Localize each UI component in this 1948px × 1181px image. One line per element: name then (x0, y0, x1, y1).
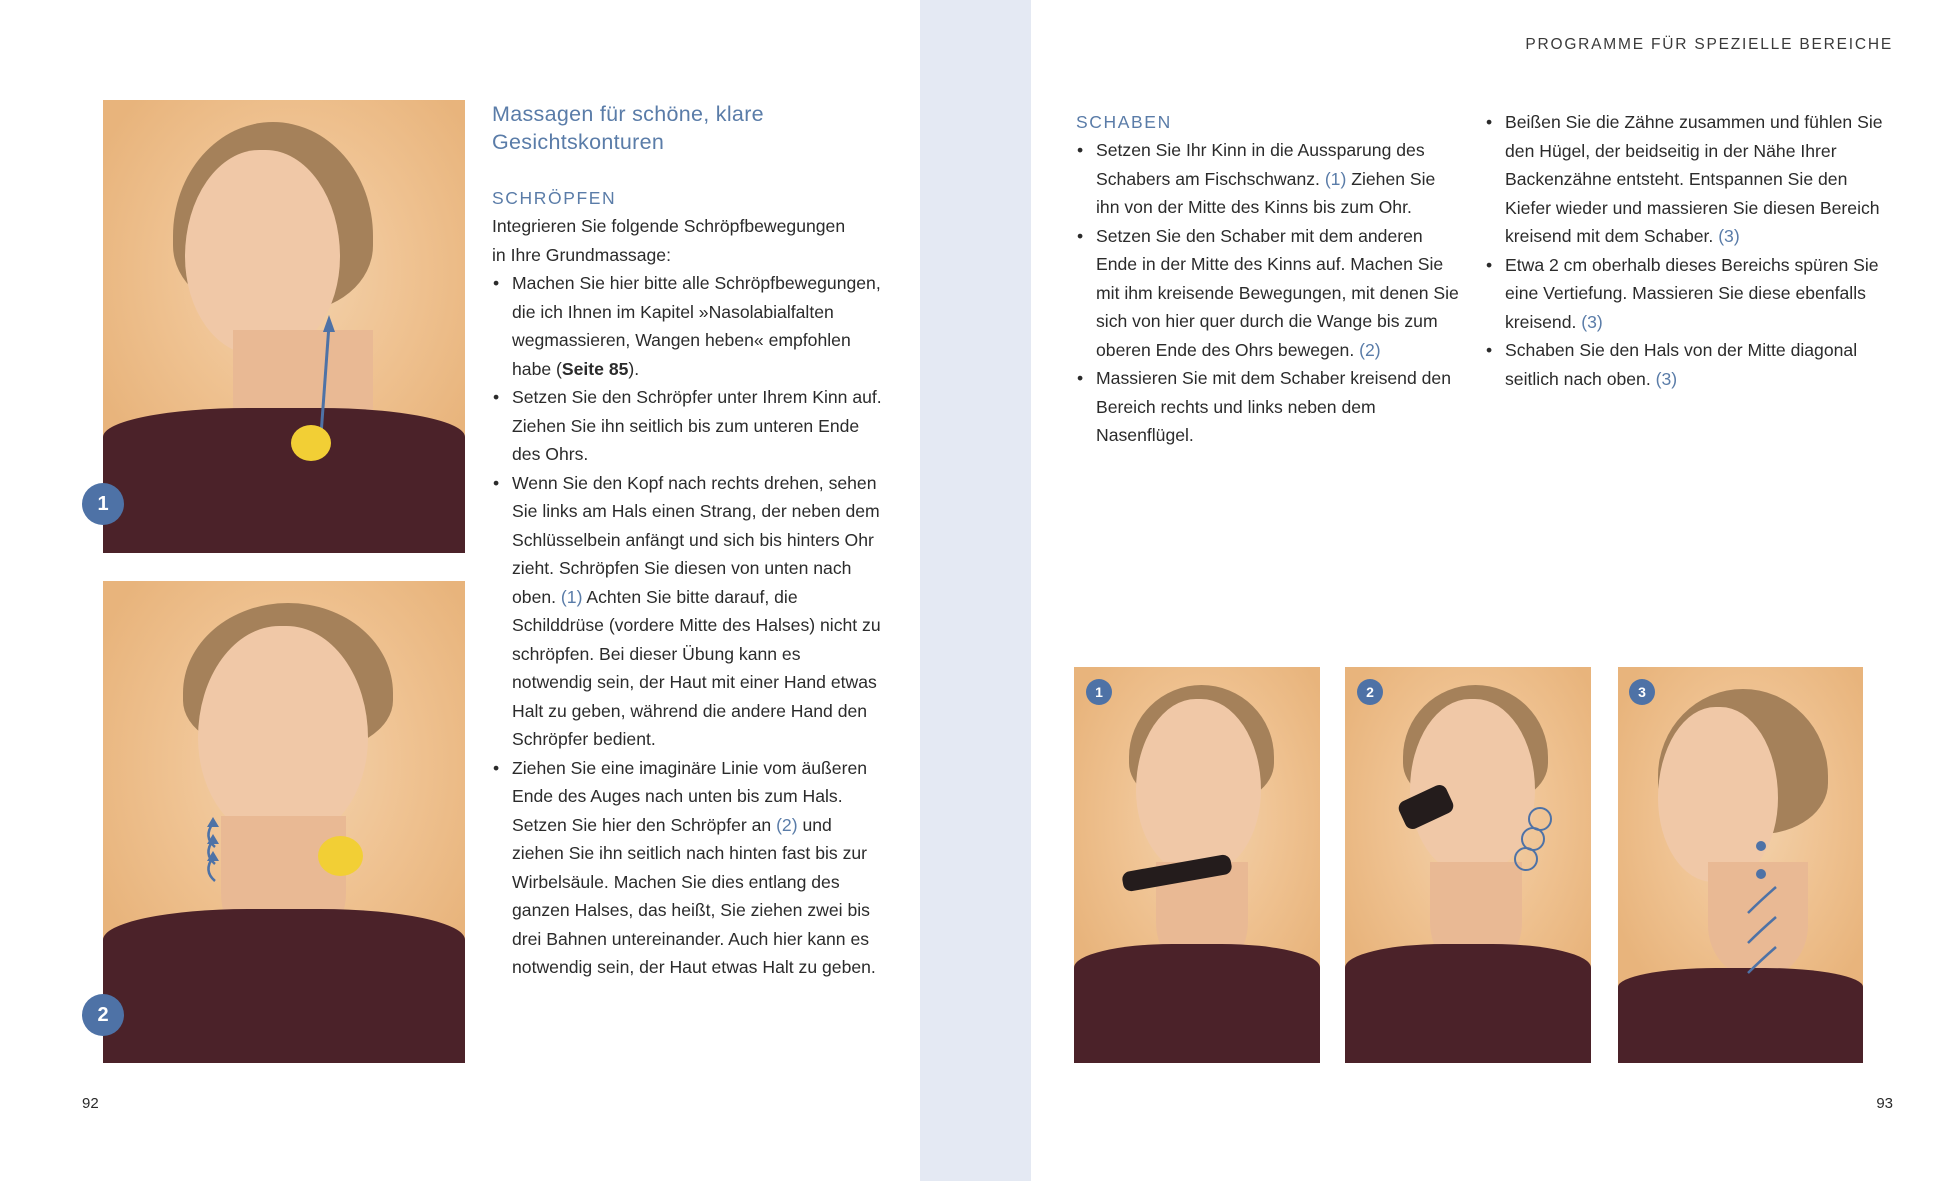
direction-arrows-icon (1618, 667, 1863, 1063)
chapter-heading (492, 100, 882, 156)
photo-badge-3: 3 (1629, 679, 1655, 705)
list-item: • Massieren Sie mit dem Schaber kreisend den Bereich rechts und links neben dem Nasenflügel. (1076, 364, 1459, 450)
direction-arrows-icon (103, 581, 465, 1063)
running-head: PROGRAMME FÜR SPEZIELLE BEREICHE (1525, 36, 1893, 53)
left-page (0, 0, 920, 1181)
list-item: • Setzen Sie den Schaber mit dem anderen Ende in der Mitte des Kinns auf. Machen Sie mit ihm kreisende Bewegungen, mit denen Sie sich von hier quer durch die Wange bis zum oberen Ende des Ohrs bewegen. (2) (1076, 222, 1459, 365)
scraping-bullet-list (1076, 136, 1459, 450)
list-item: • Setzen Sie Ihr Kinn in die Aussparung des Schabers am Fischschwanz. (1) Ziehen Sie ihn von der Mitte des Kinns bis zum Ohr. (1076, 136, 1459, 222)
intro-text (492, 212, 882, 269)
page-number-left: 92 (82, 1095, 99, 1112)
scraping-bullet-list-2 (1485, 108, 1897, 393)
photo-cupping-neck-front (103, 581, 465, 1063)
right-text-column-1 (1076, 108, 1459, 450)
chapter-heading-line2: Gesichtskonturen (492, 130, 665, 154)
photo-badge-2: 2 (1357, 679, 1383, 705)
circle-motion-icon (1345, 667, 1591, 1063)
right-text-column-2 (1485, 108, 1897, 393)
cupping-tool (291, 425, 331, 461)
chapter-heading-line1: Massagen für schöne, klare (492, 102, 764, 126)
figure-reference: (3) (1655, 368, 1678, 389)
figure-reference: (2) (1359, 339, 1381, 360)
intro-line2: in Ihre Grundmassage: (492, 244, 671, 265)
list-item: • Schaben Sie den Hals von der Mitte diagonal seitlich nach oben. (3) (1485, 336, 1897, 393)
cupping-tool (318, 836, 363, 876)
list-item: • Setzen Sie den Schröpfer unter Ihrem Kinn auf. Ziehen Sie ihn seitlich bis zum unteren Ende des Ohrs. (492, 383, 882, 469)
list-item: • Ziehen Sie eine imaginäre Linie vom äußeren Ende des Auges nach unten bis zum Hals. Setzen Sie hier den Schröpfer an (2) und ziehen Sie ihn seitlich nach hinten fast bis zur Wirbelsäule. Machen Sie dies entlang des ganzen Halses, das heißt, Sie ziehen zwei bis drei Bahnen untereinander. Auch hier kann es notwendig sein, der Haut etwas Halt zu geben. (492, 754, 882, 982)
figure-reference: (1) (560, 586, 583, 607)
photo-scraper-neck (1618, 667, 1863, 1063)
shirt (1074, 944, 1320, 1063)
list-item: • Beißen Sie die Zähne zusammen und fühlen Sie den Hügel, der beidseitig in der Nähe Ihrer Backenzähne entsteht. Entspannen Sie den Kiefer wieder und massieren Sie diesen Bereich kreisend mit dem Schaber. (3) (1485, 108, 1897, 251)
photo-scraper-cheek (1345, 667, 1591, 1063)
direction-arrow-icon (103, 100, 465, 553)
photo-cupping-neck-side (103, 100, 465, 553)
list-item: • Etwa 2 cm oberhalb dieses Bereichs spüren Sie eine Vertiefung. Massieren Sie diese ebenfalls kreisend. (3) (1485, 251, 1897, 337)
section-title-schroepfen: SCHRÖPFEN (492, 188, 617, 208)
figure-reference: (2) (776, 814, 798, 835)
photo-badge-2: 2 (82, 994, 124, 1036)
figure-reference: (3) (1581, 311, 1603, 332)
section-title-schaben: SCHABEN (1076, 112, 1172, 132)
figure-reference: (3) (1718, 226, 1740, 246)
page-number-right: 93 (1876, 1095, 1893, 1112)
figure-reference: (1) (1324, 168, 1347, 189)
left-text-column (492, 100, 882, 982)
right-page (1031, 0, 1948, 1181)
cupping-bullet-list (492, 269, 882, 982)
list-item: • Wenn Sie den Kopf nach rechts drehen, sehen Sie links am Hals einen Strang, der neben dem Schlüsselbein anfängt und sich bis hinters Ohr zieht. Schröpfen Sie diesen von unten nach oben. (1) Achten Sie bitte darauf, die Schilddrüse (vordere Mitte des Halses) nicht zu schröpfen. Bei dieser Übung kann es notwendig sein, der Haut mit einer Hand etwas Halt zu geben, während die andere Hand den Schröpfer bedient. (492, 469, 882, 754)
photo-badge-1: 1 (82, 483, 124, 525)
intro-line1: Integrieren Sie folgende Schröpfbewegungen (492, 216, 846, 236)
list-item: • Machen Sie hier bitte alle Schröpfbewegungen, die ich Ihnen im Kapitel »Nasolabialfalten wegmassieren, Wangen heben« empfohlen habe (Seite 85). (492, 269, 882, 383)
page-reference-link[interactable]: Seite 85 (561, 358, 629, 379)
photo-badge-1: 1 (1086, 679, 1112, 705)
page-gutter (920, 0, 1031, 1181)
photo-scraper-chin (1074, 667, 1320, 1063)
face (1136, 699, 1261, 874)
